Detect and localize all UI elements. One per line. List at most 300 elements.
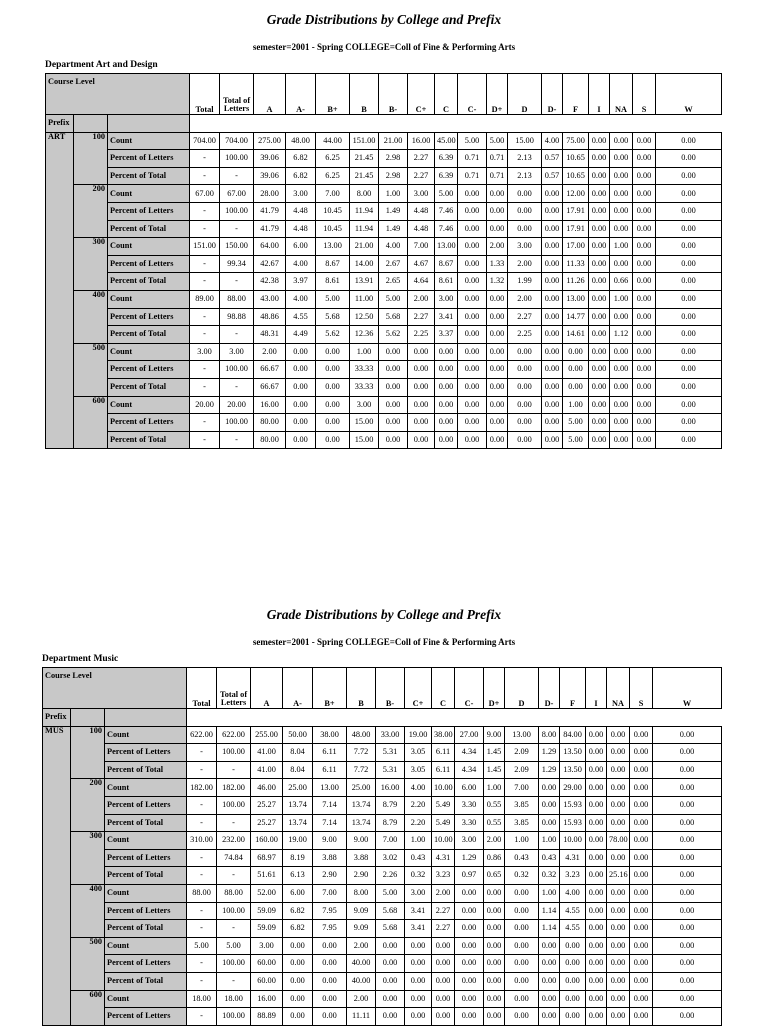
column-header: B+ xyxy=(316,74,350,115)
value-cell: 6.00 xyxy=(455,779,484,797)
value-cell: 1.00 xyxy=(505,832,539,850)
value-cell: 0.00 xyxy=(505,884,539,902)
value-cell: 0.00 xyxy=(656,396,722,414)
value-cell: - xyxy=(190,220,220,238)
value-cell: 0.00 xyxy=(610,185,633,203)
value-cell: 17.91 xyxy=(563,220,589,238)
value-cell: 88.00 xyxy=(187,884,217,902)
value-cell: 0.00 xyxy=(487,220,508,238)
value-cell: 0.00 xyxy=(630,920,653,938)
value-cell: 60.00 xyxy=(251,955,283,973)
table-row xyxy=(43,1008,722,1026)
row-label: Percent of Total xyxy=(108,220,190,238)
value-cell: 0.00 xyxy=(633,326,656,344)
value-cell: 0.00 xyxy=(487,431,508,449)
row-label: Percent of Letters xyxy=(105,796,187,814)
value-cell: 0.00 xyxy=(656,361,722,379)
value-cell: 6.00 xyxy=(286,238,316,256)
value-cell: - xyxy=(190,361,220,379)
row-label: Percent of Total xyxy=(105,920,187,938)
value-cell: 3.41 xyxy=(435,308,458,326)
value-cell: 0.00 xyxy=(458,202,487,220)
value-cell: 1.45 xyxy=(484,744,505,762)
value-cell: 0.00 xyxy=(633,431,656,449)
value-cell: 7.14 xyxy=(313,814,347,832)
value-cell: 0.00 xyxy=(458,290,487,308)
value-cell: 3.23 xyxy=(560,867,586,885)
value-cell: 0.00 xyxy=(630,867,653,885)
value-cell: 50.00 xyxy=(283,726,313,744)
value-cell: 7.00 xyxy=(313,884,347,902)
course-level-cell: 600 xyxy=(71,990,105,1025)
value-cell: 1.00 xyxy=(405,832,432,850)
value-cell: - xyxy=(187,1008,217,1026)
value-cell: 15.00 xyxy=(508,132,542,150)
value-cell: 0.00 xyxy=(656,220,722,238)
column-header: I xyxy=(589,74,610,115)
value-cell: - xyxy=(190,167,220,185)
value-cell: 11.33 xyxy=(563,255,589,273)
value-cell: 0.00 xyxy=(435,431,458,449)
value-cell: 13.91 xyxy=(350,273,379,291)
row-label: Count xyxy=(108,238,190,256)
value-cell: 0.55 xyxy=(484,796,505,814)
value-cell: 68.97 xyxy=(251,849,283,867)
row-label: Percent of Letters xyxy=(108,361,190,379)
value-cell: 27.00 xyxy=(455,726,484,744)
value-cell: 3.00 xyxy=(405,884,432,902)
value-cell: 0.00 xyxy=(653,902,722,920)
value-cell: 0.00 xyxy=(630,937,653,955)
value-cell: 13.50 xyxy=(560,744,586,762)
value-cell: 0.00 xyxy=(313,1008,347,1026)
value-cell: 2.00 xyxy=(408,290,435,308)
value-cell: 11.00 xyxy=(350,290,379,308)
column-header: C- xyxy=(458,74,487,115)
value-cell: - xyxy=(187,920,217,938)
value-cell: 67.00 xyxy=(190,185,220,203)
value-cell: 0.00 xyxy=(607,884,630,902)
value-cell: 6.39 xyxy=(435,167,458,185)
value-cell: 1.00 xyxy=(539,832,560,850)
value-cell: 0.00 xyxy=(630,832,653,850)
row-label: Count xyxy=(108,185,190,203)
value-cell: 0.00 xyxy=(656,132,722,150)
value-cell: 4.67 xyxy=(408,255,435,273)
value-cell: 0.00 xyxy=(589,343,610,361)
value-cell: 29.00 xyxy=(560,779,586,797)
value-cell: - xyxy=(187,902,217,920)
value-cell: 0.00 xyxy=(408,396,435,414)
value-cell: 1.45 xyxy=(484,761,505,779)
value-cell: 28.00 xyxy=(254,185,286,203)
value-cell: 7.00 xyxy=(316,185,350,203)
table-row xyxy=(43,726,722,744)
value-cell: 0.00 xyxy=(455,902,484,920)
value-cell: 0.00 xyxy=(286,396,316,414)
value-cell: 88.00 xyxy=(220,290,254,308)
column-header: D xyxy=(505,668,539,709)
value-cell: 0.00 xyxy=(283,990,313,1008)
row-label: Percent of Total xyxy=(108,167,190,185)
value-cell: 4.55 xyxy=(286,308,316,326)
blank-cell xyxy=(187,709,722,727)
row-label: Count xyxy=(105,990,187,1008)
value-cell: 0.00 xyxy=(589,238,610,256)
value-cell: 0.00 xyxy=(432,990,455,1008)
department-heading: Department Music xyxy=(42,654,119,664)
value-cell: 3.05 xyxy=(405,744,432,762)
row-label: Percent of Total xyxy=(105,972,187,990)
value-cell: 11.11 xyxy=(347,1008,376,1026)
value-cell: 0.00 xyxy=(653,867,722,885)
value-cell: 2.00 xyxy=(347,937,376,955)
value-cell: 8.19 xyxy=(283,849,313,867)
value-cell: 21.45 xyxy=(350,167,379,185)
value-cell: 0.00 xyxy=(656,185,722,203)
value-cell: 0.00 xyxy=(656,326,722,344)
column-header: A xyxy=(254,74,286,115)
value-cell: 2.20 xyxy=(405,796,432,814)
value-cell: 2.00 xyxy=(508,255,542,273)
value-cell: 0.00 xyxy=(653,955,722,973)
value-cell: 0.55 xyxy=(484,814,505,832)
value-cell: 0.00 xyxy=(563,361,589,379)
value-cell: 0.00 xyxy=(633,167,656,185)
value-cell: 0.00 xyxy=(589,167,610,185)
value-cell: 1.00 xyxy=(484,779,505,797)
value-cell: 88.00 xyxy=(217,884,251,902)
column-header: B- xyxy=(376,668,405,709)
value-cell: 17.91 xyxy=(563,202,589,220)
value-cell: 0.00 xyxy=(286,343,316,361)
value-cell: 0.00 xyxy=(458,308,487,326)
value-cell: 0.00 xyxy=(505,1008,539,1026)
value-cell: 0.00 xyxy=(542,396,563,414)
value-cell: 13.50 xyxy=(560,761,586,779)
value-cell: 13.00 xyxy=(563,290,589,308)
value-cell: 7.95 xyxy=(313,920,347,938)
value-cell: 0.00 xyxy=(630,796,653,814)
table-row xyxy=(46,308,722,326)
value-cell: 0.65 xyxy=(484,867,505,885)
value-cell: 0.00 xyxy=(505,990,539,1008)
value-cell: - xyxy=(187,761,217,779)
value-cell: 0.00 xyxy=(610,361,633,379)
value-cell: 0.00 xyxy=(607,990,630,1008)
value-cell: 0.00 xyxy=(484,990,505,1008)
prefix-cell: ART xyxy=(46,132,74,449)
column-header: NA xyxy=(610,74,633,115)
table-row xyxy=(43,937,722,955)
value-cell: 0.00 xyxy=(408,414,435,432)
column-header: NA xyxy=(607,668,630,709)
row-label: Percent of Letters xyxy=(105,744,187,762)
value-cell: 100.00 xyxy=(217,955,251,973)
value-cell: 2.25 xyxy=(508,326,542,344)
value-cell: 1.49 xyxy=(379,220,408,238)
value-cell: 3.00 xyxy=(435,290,458,308)
value-cell: 8.04 xyxy=(283,744,313,762)
value-cell: 0.00 xyxy=(586,744,607,762)
value-cell: 0.00 xyxy=(379,431,408,449)
value-cell: 0.00 xyxy=(542,290,563,308)
value-cell: 78.00 xyxy=(607,832,630,850)
column-header: D- xyxy=(542,74,563,115)
value-cell: 0.00 xyxy=(586,832,607,850)
value-cell: 0.00 xyxy=(376,1008,405,1026)
value-cell: 5.31 xyxy=(376,761,405,779)
value-cell: 255.00 xyxy=(251,726,283,744)
table-row xyxy=(46,361,722,379)
column-header: C xyxy=(435,74,458,115)
value-cell: 100.00 xyxy=(217,902,251,920)
value-cell: 5.00 xyxy=(563,431,589,449)
value-cell: 41.79 xyxy=(254,220,286,238)
value-cell: 0.00 xyxy=(563,378,589,396)
table-row xyxy=(46,238,722,256)
row-label: Count xyxy=(105,937,187,955)
table-row xyxy=(43,814,722,832)
value-cell: 0.00 xyxy=(586,867,607,885)
value-cell: 10.45 xyxy=(316,220,350,238)
value-cell: 1.00 xyxy=(563,396,589,414)
value-cell: 0.00 xyxy=(539,1008,560,1026)
value-cell: - xyxy=(220,431,254,449)
value-cell: 3.00 xyxy=(408,185,435,203)
value-cell: 100.00 xyxy=(217,744,251,762)
value-cell: 0.00 xyxy=(286,378,316,396)
value-cell: - xyxy=(190,378,220,396)
grade-distribution-table xyxy=(42,667,722,1026)
value-cell: 0.00 xyxy=(508,202,542,220)
value-cell: 2.09 xyxy=(505,761,539,779)
value-cell: 2.27 xyxy=(408,150,435,168)
value-cell: 0.00 xyxy=(586,726,607,744)
value-cell: 0.00 xyxy=(586,761,607,779)
value-cell: 0.00 xyxy=(313,955,347,973)
value-cell: 0.00 xyxy=(432,972,455,990)
value-cell: 11.94 xyxy=(350,220,379,238)
column-header: C- xyxy=(455,668,484,709)
row-label: Percent of Letters xyxy=(108,308,190,326)
value-cell: 5.62 xyxy=(316,326,350,344)
table-row xyxy=(43,867,722,885)
row-label: Percent of Letters xyxy=(105,849,187,867)
value-cell: 0.00 xyxy=(542,378,563,396)
value-cell: 43.00 xyxy=(254,290,286,308)
row-label: Percent of Total xyxy=(108,378,190,396)
value-cell: 7.14 xyxy=(313,796,347,814)
value-cell: 39.06 xyxy=(254,150,286,168)
value-cell: 4.48 xyxy=(286,220,316,238)
value-cell: - xyxy=(190,273,220,291)
value-cell: 2.00 xyxy=(484,832,505,850)
value-cell: 0.00 xyxy=(586,884,607,902)
value-cell: - xyxy=(187,796,217,814)
value-cell: 2.00 xyxy=(432,884,455,902)
value-cell: 0.00 xyxy=(487,361,508,379)
row-label: Percent of Total xyxy=(108,431,190,449)
value-cell: 98.88 xyxy=(220,308,254,326)
value-cell: 0.32 xyxy=(505,867,539,885)
table-row xyxy=(43,761,722,779)
value-cell: 4.34 xyxy=(455,761,484,779)
value-cell: 0.00 xyxy=(610,414,633,432)
value-cell: 14.61 xyxy=(563,326,589,344)
value-cell: 13.00 xyxy=(316,238,350,256)
value-cell: 0.00 xyxy=(589,150,610,168)
value-cell: 48.00 xyxy=(347,726,376,744)
value-cell: 0.00 xyxy=(586,814,607,832)
value-cell: 13.00 xyxy=(435,238,458,256)
value-cell: 0.00 xyxy=(633,414,656,432)
value-cell: 6.82 xyxy=(283,920,313,938)
value-cell: 0.00 xyxy=(376,972,405,990)
value-cell: 0.00 xyxy=(589,308,610,326)
value-cell: 8.79 xyxy=(376,796,405,814)
value-cell: 0.00 xyxy=(316,431,350,449)
value-cell: 0.00 xyxy=(408,361,435,379)
value-cell: 0.00 xyxy=(458,396,487,414)
value-cell: 0.00 xyxy=(633,308,656,326)
value-cell: 0.00 xyxy=(586,920,607,938)
value-cell: 704.00 xyxy=(190,132,220,150)
blank-cell xyxy=(74,115,108,133)
value-cell: 0.00 xyxy=(656,167,722,185)
value-cell: 0.00 xyxy=(376,955,405,973)
value-cell: 1.29 xyxy=(539,744,560,762)
row-label: Percent of Letters xyxy=(105,1008,187,1026)
value-cell: 0.00 xyxy=(656,290,722,308)
value-cell: 0.00 xyxy=(586,990,607,1008)
table-row xyxy=(43,849,722,867)
value-cell: 5.00 xyxy=(316,290,350,308)
course-level-cell: 500 xyxy=(71,937,105,990)
value-cell: 100.00 xyxy=(217,1008,251,1026)
value-cell: 2.13 xyxy=(508,167,542,185)
value-cell: 13.74 xyxy=(347,814,376,832)
column-header: D+ xyxy=(487,74,508,115)
value-cell: 4.48 xyxy=(286,202,316,220)
column-header: C+ xyxy=(408,74,435,115)
value-cell: 2.90 xyxy=(313,867,347,885)
value-cell: 6.11 xyxy=(432,744,455,762)
value-cell: 48.31 xyxy=(254,326,286,344)
value-cell: 5.00 xyxy=(458,132,487,150)
value-cell: 0.00 xyxy=(653,832,722,850)
value-cell: 3.00 xyxy=(508,238,542,256)
column-header: I xyxy=(586,668,607,709)
value-cell: 0.00 xyxy=(653,972,722,990)
value-cell: 0.00 xyxy=(542,343,563,361)
value-cell: 0.00 xyxy=(586,972,607,990)
value-cell: 21.45 xyxy=(350,150,379,168)
value-cell: 0.00 xyxy=(589,378,610,396)
course-level-cell: 200 xyxy=(74,185,108,238)
value-cell: 0.00 xyxy=(539,937,560,955)
value-cell: 0.00 xyxy=(432,955,455,973)
value-cell: 6.82 xyxy=(283,902,313,920)
value-cell: 7.46 xyxy=(435,220,458,238)
value-cell: 0.00 xyxy=(542,326,563,344)
value-cell: 0.00 xyxy=(405,990,432,1008)
value-cell: 0.00 xyxy=(589,290,610,308)
column-header: Total xyxy=(190,74,220,115)
value-cell: 275.00 xyxy=(254,132,286,150)
table-row xyxy=(43,832,722,850)
value-cell: 8.04 xyxy=(283,761,313,779)
table-row xyxy=(43,920,722,938)
value-cell: 13.74 xyxy=(283,796,313,814)
value-cell: 13.00 xyxy=(505,726,539,744)
value-cell: 0.00 xyxy=(589,202,610,220)
course-level-cell: 500 xyxy=(74,343,108,396)
value-cell: 0.00 xyxy=(610,255,633,273)
value-cell: 0.00 xyxy=(505,937,539,955)
value-cell: 0.32 xyxy=(405,867,432,885)
value-cell: 13.74 xyxy=(283,814,313,832)
value-cell: 89.00 xyxy=(190,290,220,308)
value-cell: 0.00 xyxy=(508,396,542,414)
value-cell: 0.00 xyxy=(484,937,505,955)
value-cell: 0.71 xyxy=(487,167,508,185)
value-cell: 0.00 xyxy=(633,378,656,396)
value-cell: - xyxy=(190,255,220,273)
value-cell: 66.67 xyxy=(254,378,286,396)
value-cell: 151.00 xyxy=(190,238,220,256)
value-cell: 4.64 xyxy=(408,273,435,291)
value-cell: 3.30 xyxy=(455,796,484,814)
value-cell: 59.09 xyxy=(251,920,283,938)
value-cell: 0.00 xyxy=(458,255,487,273)
value-cell: 0.00 xyxy=(630,849,653,867)
value-cell: 0.00 xyxy=(610,132,633,150)
value-cell: 8.00 xyxy=(350,185,379,203)
value-cell: 182.00 xyxy=(187,779,217,797)
value-cell: 0.00 xyxy=(458,431,487,449)
value-cell: 0.00 xyxy=(405,955,432,973)
value-cell: 0.00 xyxy=(542,255,563,273)
value-cell: 6.82 xyxy=(286,167,316,185)
value-cell: - xyxy=(190,414,220,432)
value-cell: 2.20 xyxy=(405,814,432,832)
value-cell: 6.11 xyxy=(432,761,455,779)
value-cell: 0.00 xyxy=(435,343,458,361)
value-cell: 41.79 xyxy=(254,202,286,220)
value-cell: 0.00 xyxy=(610,431,633,449)
value-cell: 2.13 xyxy=(508,150,542,168)
value-cell: 25.00 xyxy=(283,779,313,797)
value-cell: 0.00 xyxy=(653,884,722,902)
course-level-cell: 600 xyxy=(74,396,108,449)
value-cell: 13.74 xyxy=(347,796,376,814)
course-level-cell: 300 xyxy=(71,832,105,885)
row-label: Percent of Letters xyxy=(105,955,187,973)
value-cell: - xyxy=(217,814,251,832)
value-cell: 2.25 xyxy=(408,326,435,344)
value-cell: 0.00 xyxy=(656,431,722,449)
value-cell: 0.00 xyxy=(633,273,656,291)
value-cell: 5.49 xyxy=(432,796,455,814)
value-cell: 0.32 xyxy=(539,867,560,885)
value-cell: 2.67 xyxy=(379,255,408,273)
value-cell: 0.00 xyxy=(630,955,653,973)
value-cell: 4.31 xyxy=(560,849,586,867)
value-cell: 18.00 xyxy=(217,990,251,1008)
value-cell: 4.34 xyxy=(455,744,484,762)
value-cell: 3.41 xyxy=(405,920,432,938)
